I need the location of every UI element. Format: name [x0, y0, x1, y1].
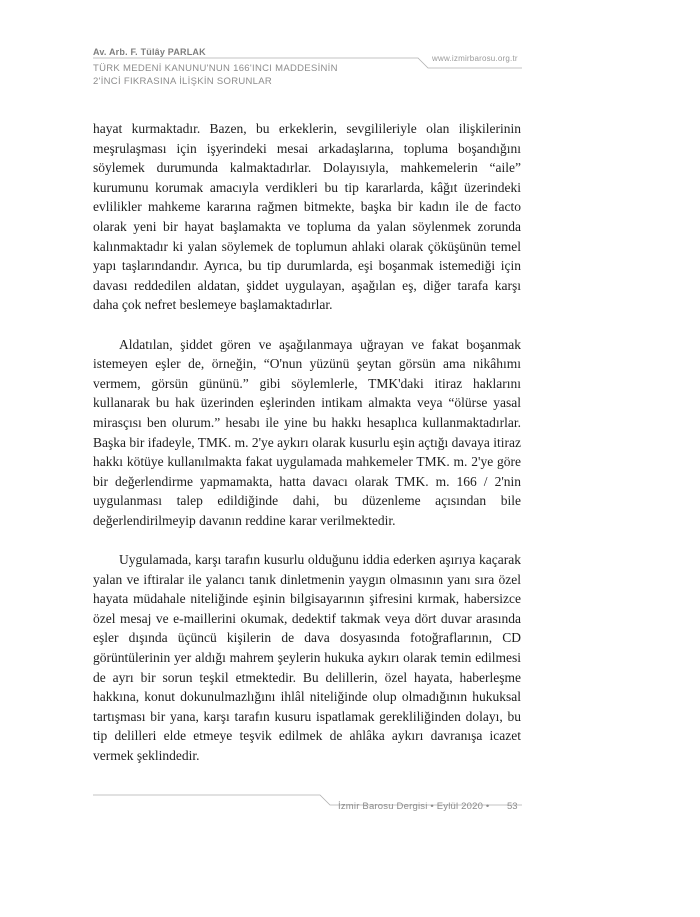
header-title-line-1: TÜRK MEDENİ KANUNU'NUN 166'INCI MADDESİNİN — [93, 63, 338, 74]
header-title-line-2: 2'İNCİ FIKRASINA İLİŞKİN SORUNLAR — [93, 76, 273, 87]
paragraph-2: Aldatılan, şiddet gören ve aşağılanmaya uğrayan ve fakat boşanmak istemeyen eşler de, örneğin, “O'nun yüzünü şeytan görsün ama nikâhımı vermem, görsün gününü.” gibi söylemlerle, TMK'daki itiraz haklarını kullanarak bu hak üzerinden eşlerinden intikam almakta veya “ölürse yasal mirasçısı ben olurum.” hesabı ile yine bu hakkı hesaplıca kullanmaktadırlar. Başka bir ifadeyle, TMK. m. 2'ye aykırı olarak kusurlu eşin açtığı davaya itiraz hakkı kötüye kullanılmakta fakat uygulamada mahkemeler TMK. m. 2'ye göre bir değerlendirme yapmamakta, hatta davacı olarak TMK. m. 166 / 2'nin uygulanması talep edildiğinde dahi, bu düzenleme açısından bile değerlendirilmeyip davanın reddine karar verilmektedir. — [93, 336, 521, 528]
paragraph-3: Uygulamada, karşı tarafın kusurlu olduğunu iddia ederken aşırıya kaçarak yalan ve iftiralar ile yalancı tanık dinletmenin yaygın olmasının yanı sıra özel hayata müdahale niteliğinde eşinin bilgisayarının şifresini kırmak, habersizce özel mesaj ve e-maillerini okumak, dedektif takmak veya dört duvar arasında eşler dışında üçüncü kişilerin de dava dosyasında fotoğraflarının, CD görüntülerinin yer aldığı mahrem şeylerin hukuka aykırı olarak temin edilmesi de ayrı bir sorun teşkil etmektedir. Bu delillerin, özel hayata, haberleşme hakkına, konut dokunulmazlığını ihlâl niteliğinde olup olmadığının hukuksal tartışması bir yana, karşı tarafın kusuru ispatlamak gerekliliğinden dolayı, bu tip delilleri elde etmeye teşvik edilmek de ahlâka aykırı davranışa icazet vermek şeklindedir. — [93, 552, 521, 763]
header-url: www.izmirbarosu.org.tr — [432, 54, 518, 63]
footer-journal: İzmir Barosu Dergisi • Eylül 2020 • — [338, 801, 490, 812]
article-body — [93, 119, 521, 766]
header-author: Av. Arb. F. Tülây PARLAK — [93, 47, 206, 57]
header-rule — [0, 0, 700, 80]
paragraph-1: hayat kurmaktadır. Bazen, bu erkeklerin, sevgilileriyle olan ilişkilerinin meşrulaşması için işyerindeki mesai arkadaşlarına, topluma boşandığını söylemek durumunda kalmaktadırlar. Dolayısıyla, mahkemelerin “aile” kurumunu korumak amacıyla verdikleri bu tip kararlarda, kâğıt üzerindeki evlilikler mahkeme kararına rağmen bitmekte, başka bir kadın ile de facto olarak yeni bir hayat başlamakta ve topluma da yalan söylenmek zorunda kalınmaktadır ki yalan söylemek de toplumun ahlaki olarak çöküşünün temel yapı taşlarındandır. Ayrıca, bu tip durumlarda, eşi boşanmak istemediği için davası reddedilen aldatan, şiddet uygulayan, aşağılan eş, diğer tarafa karşı daha çok nefret beslemeye başlamaktadırlar. — [93, 121, 521, 313]
page-number: 53 — [507, 801, 518, 812]
